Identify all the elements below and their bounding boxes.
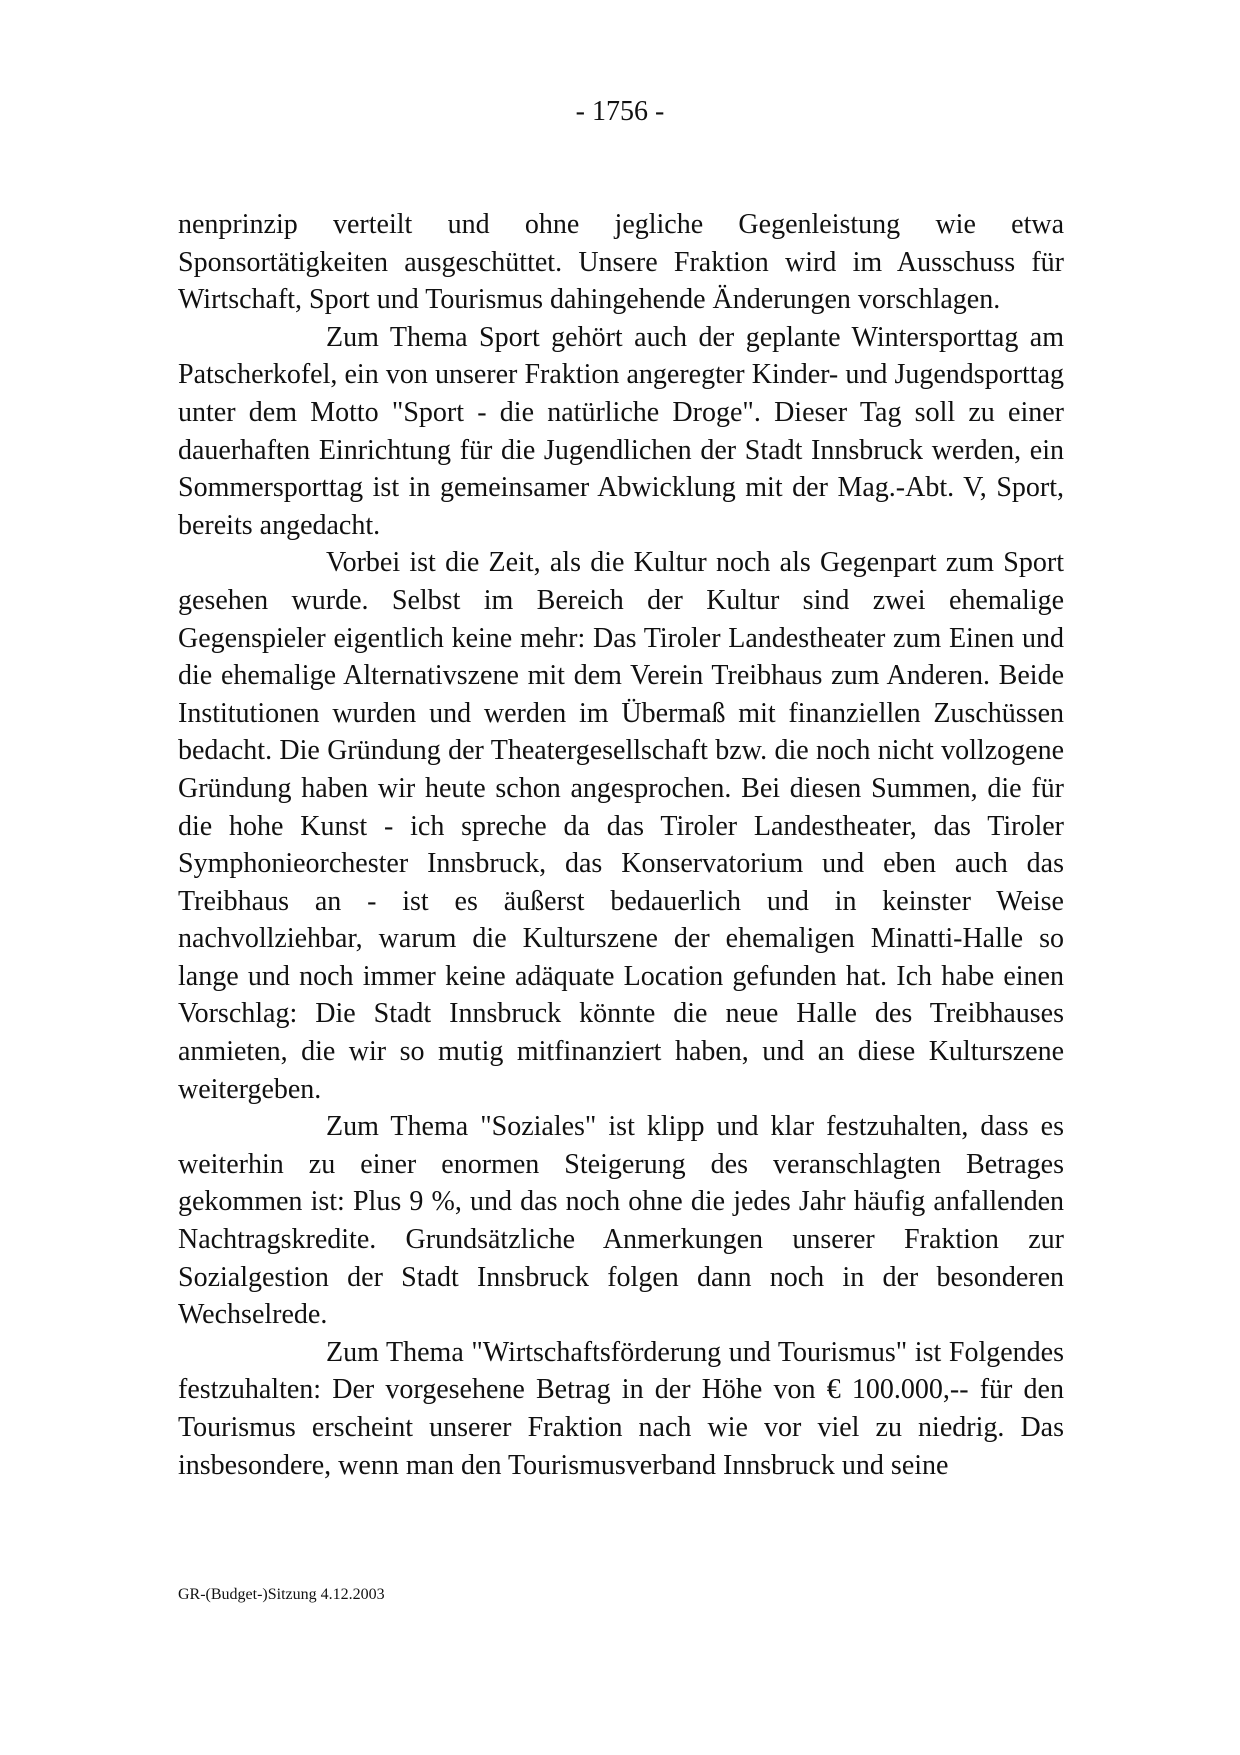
page-footer: GR-(Budget-)Sitzung 4.12.2003 bbox=[178, 1586, 385, 1603]
paragraph-3: Vorbei ist die Zeit, als die Kultur noch als Gegenpart zum Sport gesehen wurde. Selbst im Bereich der Kultur sind zwei ehemalige Gegenspieler eigentlich keine mehr: Das Tiroler Landestheater zum Einen und die ehemalige Alternativszene mit dem Verein Treibhaus zum Anderen. Beide Institutionen wurden und werden im Übermaß mit finanziellen Zuschüssen bedacht. Die Gründung der Theatergesellschaft bzw. die noch nicht vollzogene Gründung haben wir heute schon angesprochen. Bei diesen Summen, die für die hohe Kunst - ich spreche da das Tiroler Landestheater, das Tiroler Symphonieorchester Innsbruck, das Konservatorium und eben auch das Treibhaus an - ist es äußerst bedauerlich und in keinster Weise nachvollziehbar, warum die Kulturszene der ehemaligen Minatti-Halle so lange und noch immer keine adäquate Location gefunden hat. Ich habe einen Vorschlag: Die Stadt Innsbruck könnte die neue Halle des Treibhauses anmieten, die wir so mutig mitfinanziert haben, und an diese Kulturszene weitergeben. bbox=[178, 547, 1064, 1105]
paragraph-1: nenprinzip verteilt und ohne jegliche Gegenleistung wie etwa Sponsortätigkeiten ausgeschüttet. Unsere Fraktion wird im Ausschuss für Wirtschaft, Sport und Tourismus dahingehende Änderungen vorschlagen. bbox=[178, 209, 1064, 316]
body-text bbox=[178, 206, 1064, 1484]
paragraph-2: Zum Thema Sport gehört auch der geplante Wintersporttag am Patscherkofel, ein von unserer Fraktion angeregter Kinder- und Jugendsporttag unter dem Motto "Sport - die natürliche Droge". Dieser Tag soll zu einer dauerhaften Einrichtung für die Jugendlichen der Stadt Innsbruck werden, ein Sommersporttag ist in gemeinsamer Abwicklung mit der Mag.-Abt. V, Sport, bereits angedacht. bbox=[178, 321, 1064, 541]
paragraph-4: Zum Thema "Soziales" ist klipp und klar festzuhalten, dass es weiterhin zu einer enormen Steigerung des veranschlagten Betrages gekommen ist: Plus 9 %, und das noch ohne die jedes Jahr häufig anfallenden Nachtragskredite. Grundsätzliche Anmerkungen unserer Fraktion zur Sozialgestion der Stadt Innsbruck folgen dann noch in der besonderen Wechselrede. bbox=[178, 1111, 1064, 1331]
page-number: - 1756 - bbox=[575, 96, 665, 127]
paragraph-5: Zum Thema "Wirtschaftsförderung und Tourismus" ist Folgendes festzuhalten: Der vorgesehene Betrag in der Höhe von € 100.000,-- für den Tourismus erscheint unserer Fraktion nach wie vor viel zu niedrig. Das insbesondere, wenn man den Tourismusverband Innsbruck und seine bbox=[178, 1336, 1064, 1481]
